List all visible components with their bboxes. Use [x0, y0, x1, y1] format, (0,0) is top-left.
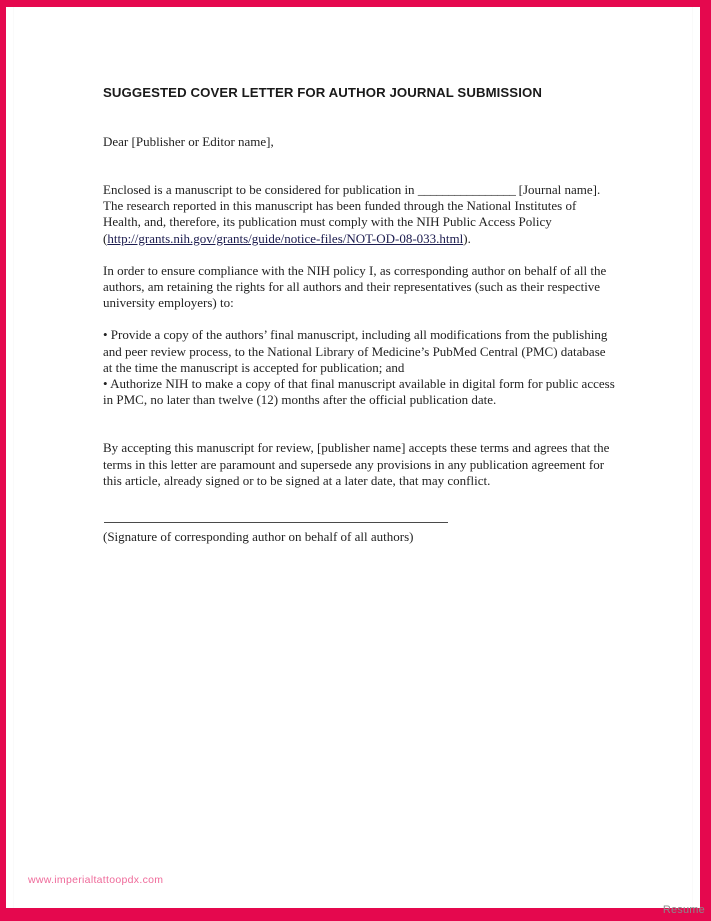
paragraph-1-before-blank: Enclosed is a manuscript to be considered for publication in	[103, 182, 418, 197]
paragraph-acceptance-terms: By accepting this manuscript for review, [publisher name] accepts these terms and agrees that the terms in this letter are paramount and supersede any provisions in any publication agreement for this article, already signed or to be signed at a later date, that may conflict.	[103, 440, 610, 488]
journal-name-blank: ________________	[417, 182, 516, 197]
paragraph-compliance-rights: In order to ensure compliance with the NIH policy I, as corresponding author on behalf of all the authors, am retaining the rights for all authors and their representatives (such as their respective university employers) to:	[103, 262, 607, 311]
signature-line[interactable]	[104, 522, 448, 523]
paragraph-1-after-blank: [Journal name]. The research reported in this manuscript has been funded through the National Institutes of Health, and, therefore, its publication must comply with the NIH Public Access Policy (	[103, 182, 601, 246]
list-item: • Provide a copy of the authors’ final manuscript, including all modifications from the publishing and peer review process, to the National Library of Medicine’s PubMed Central (PMC) database at the time the manuscript is accepted for publication; and	[103, 327, 608, 375]
rights-bullet-list	[103, 327, 615, 408]
watermark-url: www.imperialtattoopdx.com	[28, 874, 164, 886]
spacer	[103, 247, 615, 263]
page-edge-left	[13, 7, 14, 908]
signature-caption: (Signature of corresponding author on behalf of all authors)	[103, 529, 414, 545]
paragraph-enclosed-manuscript	[103, 182, 615, 247]
letter-content	[103, 85, 615, 545]
spacer	[103, 150, 615, 182]
spacer	[103, 101, 615, 134]
list-item: • Authorize NIH to make a copy of that final manuscript available in digital form for public access in PMC, no later than twelve (12) months after the official publication date.	[103, 376, 615, 408]
nih-policy-link[interactable]: http://grants.nih.gov/grants/guide/notice-files/NOT-OD-08-033.html	[107, 230, 464, 246]
paragraph-1-tail: ).	[463, 230, 471, 246]
spacer	[103, 311, 615, 327]
signature-block	[103, 522, 615, 545]
spacer	[103, 408, 615, 440]
spacer	[103, 489, 615, 522]
salutation-line: Dear [Publisher or Editor name],	[103, 134, 274, 149]
page-edge-right	[692, 7, 693, 908]
corner-category-label: Resume	[662, 904, 705, 916]
document-page	[6, 7, 700, 908]
page-title: SUGGESTED COVER LETTER FOR AUTHOR JOURNAL SUBMISSION	[103, 85, 542, 100]
